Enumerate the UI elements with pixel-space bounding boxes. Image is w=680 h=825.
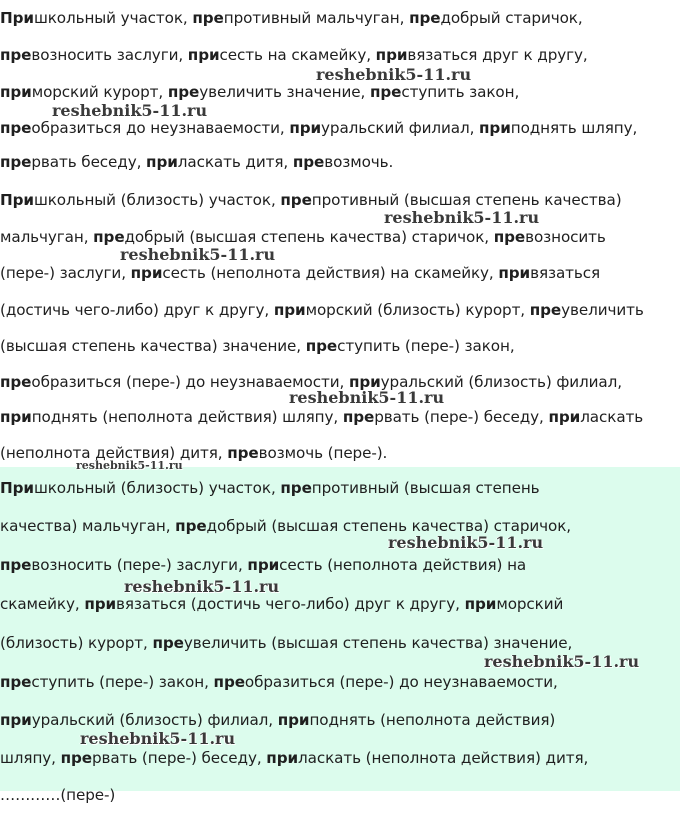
prefix-bold: пре xyxy=(529,301,562,319)
text-run: вязаться (достичь чего-либо) друг к другу, xyxy=(116,595,465,613)
watermark: reshebnik5-11.ru xyxy=(388,533,544,552)
prefix-bold: при xyxy=(498,264,531,282)
prefix-bold: При xyxy=(0,479,34,497)
text-line xyxy=(0,300,644,320)
text-run: мальчуган, xyxy=(0,228,94,246)
text-run: ступить закон, xyxy=(401,83,520,101)
watermark: reshebnik5-11.ru xyxy=(52,101,208,120)
watermark: reshebnik5-11.ru xyxy=(316,65,472,84)
prefix-bold: пре xyxy=(369,83,402,101)
watermark: reshebnik5-11.ru xyxy=(484,652,640,671)
text-run: образиться до неузнаваемости, xyxy=(31,119,290,137)
text-line xyxy=(0,555,526,575)
prefix-bold: пре xyxy=(60,749,92,767)
prefix-bold: При xyxy=(0,191,34,209)
text-run: скамейку, xyxy=(0,595,85,613)
text-run: противный (высшая степень xyxy=(311,479,540,497)
text-line xyxy=(0,785,115,805)
text-line xyxy=(0,8,583,28)
prefix-bold: пре xyxy=(0,556,32,574)
text-run: увеличить значение, xyxy=(199,83,370,101)
text-run: ступить (пере-) закон, xyxy=(337,337,515,355)
text-run: (достичь чего-либо) друг к другу, xyxy=(0,301,274,319)
text-run: добрый (высшая степень качества) старичок, xyxy=(124,228,494,246)
prefix-bold: при xyxy=(464,595,497,613)
text-run: школьный (близость) участок, xyxy=(33,479,281,497)
text-run: ступить (пере-) закон, xyxy=(31,673,214,691)
text-line xyxy=(0,190,622,210)
prefix-bold: при xyxy=(146,153,178,171)
text-run: качества) мальчуган, xyxy=(0,517,176,535)
prefix-bold: при xyxy=(187,46,220,64)
text-run: морский курорт, xyxy=(31,83,168,101)
text-run: сесть (неполнота действия) на xyxy=(279,556,527,574)
prefix-bold: пре xyxy=(0,119,32,137)
text-run: ласкать (неполнота действия) дитя, xyxy=(298,749,589,767)
text-run: школьный участок, xyxy=(33,9,193,27)
text-run: …………(пере-) xyxy=(0,786,116,804)
text-line xyxy=(0,594,563,614)
text-run: возносить xyxy=(525,228,606,246)
prefix-bold: пре xyxy=(0,46,32,64)
prefix-bold: при xyxy=(273,301,306,319)
prefix-bold: при xyxy=(84,595,117,613)
text-run: возносить (пере-) заслуги, xyxy=(31,556,248,574)
text-run: добрый старичок, xyxy=(440,9,583,27)
prefix-bold: при xyxy=(0,408,32,426)
text-run: противный мальчуган, xyxy=(223,9,410,27)
text-line xyxy=(0,633,572,653)
paragraph-plain-list xyxy=(0,0,680,175)
prefix-bold: пре xyxy=(342,408,375,426)
text-line xyxy=(0,82,519,102)
text-run: увеличить xyxy=(561,301,644,319)
text-run: (неполнота действия) дитя, xyxy=(0,444,228,462)
text-run: ласкать дитя, xyxy=(177,153,293,171)
watermark: reshebnik5-11.ru xyxy=(120,245,276,264)
watermark: reshebnik5-11.ru xyxy=(76,459,183,472)
prefix-bold: при xyxy=(130,264,163,282)
text-run: сесть (неполнота действия) на скамейку, xyxy=(162,264,499,282)
text-run: школьный (близость) участок, xyxy=(33,191,281,209)
text-run: рвать беседу, xyxy=(31,153,147,171)
prefix-bold: пре xyxy=(280,479,312,497)
prefix-bold: при xyxy=(0,83,32,101)
text-run: добрый (высшая степень качества) старичок, xyxy=(206,517,572,535)
text-run: вязаться xyxy=(530,264,601,282)
text-run: образиться (пере-) до неузнаваемости, xyxy=(31,373,349,391)
text-run: (высшая степень качества) значение, xyxy=(0,337,306,355)
prefix-bold: при xyxy=(375,46,408,64)
watermark: reshebnik5-11.ru xyxy=(80,729,236,748)
prefix-bold: пре xyxy=(213,673,245,691)
prefix-bold: пре xyxy=(0,373,32,391)
prefix-bold: пре xyxy=(175,517,207,535)
paragraph-annotated-list xyxy=(0,175,680,467)
text-line xyxy=(0,336,515,356)
prefix-bold: при xyxy=(548,408,581,426)
text-line xyxy=(0,407,643,427)
prefix-bold: пре xyxy=(192,9,224,27)
text-line xyxy=(0,443,387,463)
watermark: reshebnik5-11.ru xyxy=(384,208,540,227)
text-run: шляпу, xyxy=(0,749,61,767)
text-line xyxy=(0,45,588,65)
text-run: уральский филиал, xyxy=(321,119,480,137)
prefix-bold: пре xyxy=(292,153,325,171)
prefix-bold: пре xyxy=(0,153,32,171)
prefix-bold: пре xyxy=(227,444,259,462)
text-run: (близость) курорт, xyxy=(0,634,153,652)
text-line xyxy=(0,710,555,730)
text-line xyxy=(0,118,637,138)
prefix-bold: пре xyxy=(305,337,338,355)
prefix-bold: при xyxy=(348,373,381,391)
text-run: возносить заслуги, xyxy=(31,46,188,64)
text-run: рвать (пере-) беседу, xyxy=(92,749,267,767)
text-line xyxy=(0,672,558,692)
prefix-bold: при xyxy=(247,556,280,574)
text-run: рвать (пере-) беседу, xyxy=(374,408,549,426)
text-line xyxy=(0,152,393,172)
text-run: увеличить (высшая степень качества) значение, xyxy=(183,634,573,652)
text-run: возмочь. xyxy=(324,153,394,171)
prefix-bold: пре xyxy=(280,191,312,209)
watermark: reshebnik5-11.ru xyxy=(289,388,445,407)
text-line xyxy=(0,227,606,247)
prefix-bold: пре xyxy=(409,9,441,27)
text-run: уральский (близость) филиал, xyxy=(31,711,278,729)
prefix-bold: пре xyxy=(167,83,200,101)
text-run: уральский (близость) филиал, xyxy=(380,373,622,391)
prefix-bold: При xyxy=(0,9,34,27)
prefix-bold: при xyxy=(266,749,299,767)
text-run: возмочь (пере-). xyxy=(258,444,388,462)
watermark: reshebnik5-11.ru xyxy=(124,577,280,596)
text-run: (пере-) заслуги, xyxy=(0,264,131,282)
prefix-bold: пре xyxy=(152,634,184,652)
text-run: образиться (пере-) до неузнаваемости, xyxy=(244,673,558,691)
text-run: поднять (неполнота действия) шляпу, xyxy=(31,408,343,426)
text-run: поднять шляпу, xyxy=(510,119,638,137)
text-run: вязаться друг к другу, xyxy=(407,46,588,64)
text-run: поднять (неполнота действия) xyxy=(309,711,556,729)
text-run: морский xyxy=(496,595,564,613)
prefix-bold: пре xyxy=(0,673,32,691)
prefix-bold: при xyxy=(289,119,322,137)
prefix-bold: при xyxy=(479,119,511,137)
text-run: морский (близость) курорт, xyxy=(305,301,530,319)
text-run: сесть на скамейку, xyxy=(219,46,376,64)
text-line xyxy=(0,748,588,768)
prefix-bold: пре xyxy=(493,228,526,246)
prefix-bold: при xyxy=(0,711,32,729)
text-run: противный (высшая степень качества) xyxy=(311,191,622,209)
prefix-bold: пре xyxy=(93,228,125,246)
text-run: ласкать xyxy=(580,408,644,426)
text-line xyxy=(0,263,600,283)
text-line xyxy=(0,478,540,498)
prefix-bold: при xyxy=(277,711,310,729)
